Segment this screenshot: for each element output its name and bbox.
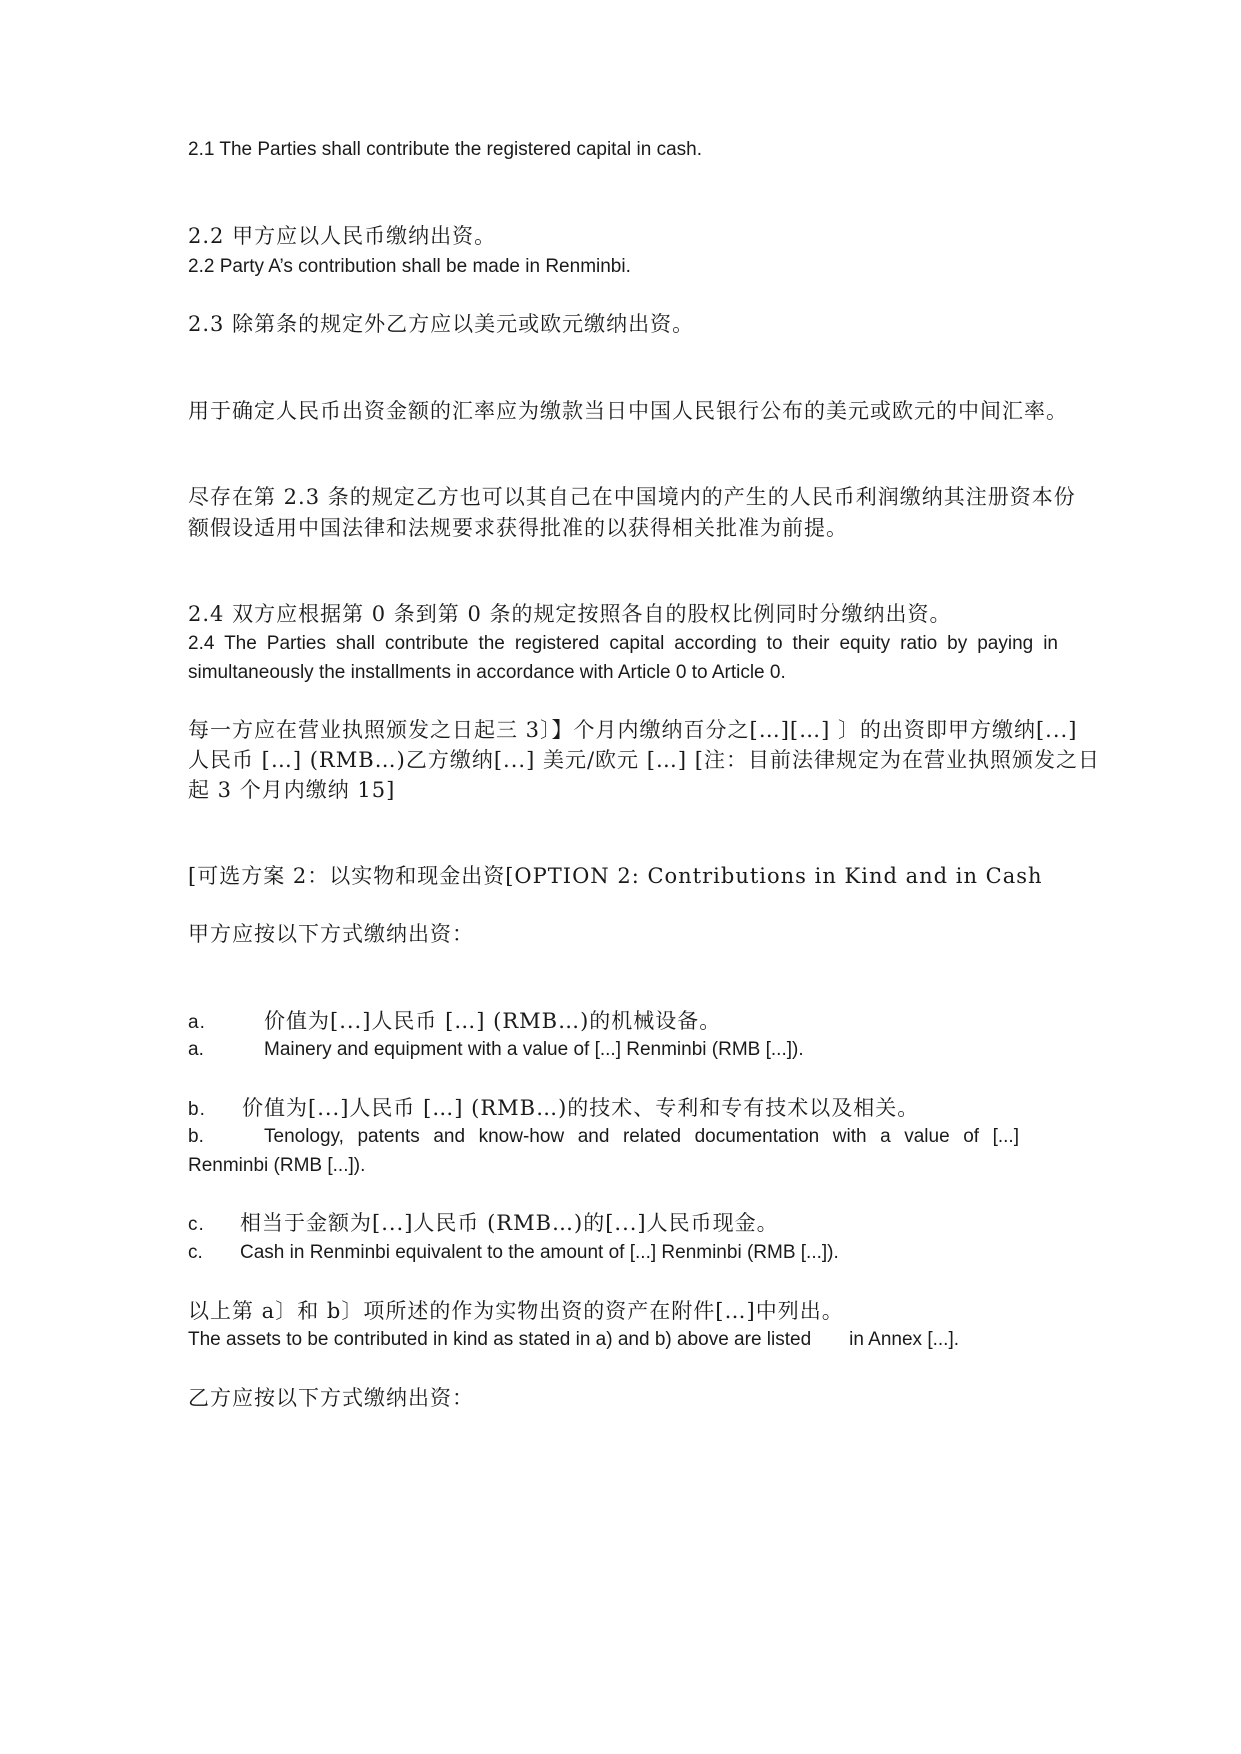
item-b-en-text: Tenology, patents and know-how and related documentation with a value of [...] xyxy=(264,1126,1019,1147)
item-b-cn-text: 价值为[...]人民币 […] (RMB…)的技术、专利和专有技术以及相关。 xyxy=(242,1096,920,1120)
item-b-en-line-1 xyxy=(188,1123,1058,1151)
item-c-cn-text: 相当于金额为[...]人民币 (RMB…)的[...]人民币现金。 xyxy=(240,1211,779,1235)
item-b-label: b. xyxy=(188,1099,206,1120)
item-c-en-text: Cash in Renminbi equivalent to the amount of [...] Renminbi (RMB [...]). xyxy=(240,1242,839,1263)
item-c-en xyxy=(188,1239,1058,1267)
item-c-cn xyxy=(188,1209,1058,1239)
item-b-label: b. xyxy=(188,1126,204,1147)
item-a-cn-text: 价值为[...]人民币 […] (RMB…)的机械设备。 xyxy=(264,1009,722,1033)
item-a-label: a. xyxy=(188,1039,204,1060)
clause-2-4-en-line-1: 2.4 The Parties shall contribute the registered capital according to their equity ratio by paying in xyxy=(188,633,1058,654)
clause-2-2-cn: 2.2 甲方应以人民币缴纳出资。 xyxy=(188,224,497,248)
item-c-label: c. xyxy=(188,1214,205,1235)
item-c-label: c. xyxy=(188,1242,203,1263)
item-b-en-line-2: Renminbi (RMB [...]). xyxy=(188,1155,366,1176)
option-2-heading: [可选方案 2：以实物和现金出资[OPTION 2: Contributions in Kind and in Cash xyxy=(188,864,1043,888)
party-a-contribution-intro: 甲方应按以下方式缴纳出资： xyxy=(188,922,474,946)
assets-in-kind-cn: 以上第 a〕和 b〕项所述的作为实物出资的资产在附件[…]中列出。 xyxy=(188,1299,844,1323)
assets-in-kind-en xyxy=(188,1326,1058,1354)
item-a-cn xyxy=(188,1007,1058,1037)
renminbi-profit-paragraph-line-1: 尽存在第 2.3 条的规定乙方也可以其自己在中国境内的产生的人民币利润缴纳其注册资本份 xyxy=(188,485,1076,509)
renminbi-profit-paragraph-line-2: 额假设适用中国法律和法规要求获得批准的以获得相关批准为前提。 xyxy=(188,516,848,540)
installment-paragraph-line-1: 每一方应在营业执照颁发之日起三 3〕】个月内缴纳百分之[…][…] 〕的出资即甲方缴纳[...] xyxy=(188,718,1078,742)
item-a-en-text: Mainery and equipment with a value of [...] Renminbi (RMB [...]). xyxy=(264,1039,804,1060)
assets-in-kind-en-annex: in Annex [...]. xyxy=(849,1329,959,1350)
clause-2-4-cn: 2.4 双方应根据第 0 条到第 0 条的规定按照各自的股权比例同时分缴纳出资。 xyxy=(188,602,952,626)
clause-2-1-en: 2.1 The Parties shall contribute the registered capital in cash. xyxy=(188,139,702,160)
exchange-rate-paragraph: 用于确定人民币出资金额的汇率应为缴款当日中国人民银行公布的美元或欧元的中间汇率。 xyxy=(188,399,1068,423)
assets-in-kind-en-text: The assets to be contributed in kind as stated in a) and b) above are listed xyxy=(188,1329,812,1350)
clause-2-2-en: 2.2 Party A’s contribution shall be made in Renminbi. xyxy=(188,256,631,277)
item-a-en xyxy=(188,1036,1058,1064)
clause-2-4-en-line-2: simultaneously the installments in accordance with Article 0 to Article 0. xyxy=(188,662,786,683)
item-a-label: a. xyxy=(188,1012,206,1033)
installment-paragraph-line-3: 起 3 个月内缴纳 15] xyxy=(188,778,396,802)
party-b-contribution-intro: 乙方应按以下方式缴纳出资： xyxy=(188,1386,474,1410)
installment-paragraph-line-2: 人民币 […] (RMB…)乙方缴纳[...] 美元/欧元 […] [注：目前法律规定为在营业执照颁发之日 xyxy=(188,748,1100,772)
item-b-cn xyxy=(188,1094,1058,1124)
clause-2-3-cn: 2.3 除第条的规定外乙方应以美元或欧元缴纳出资。 xyxy=(188,312,695,336)
